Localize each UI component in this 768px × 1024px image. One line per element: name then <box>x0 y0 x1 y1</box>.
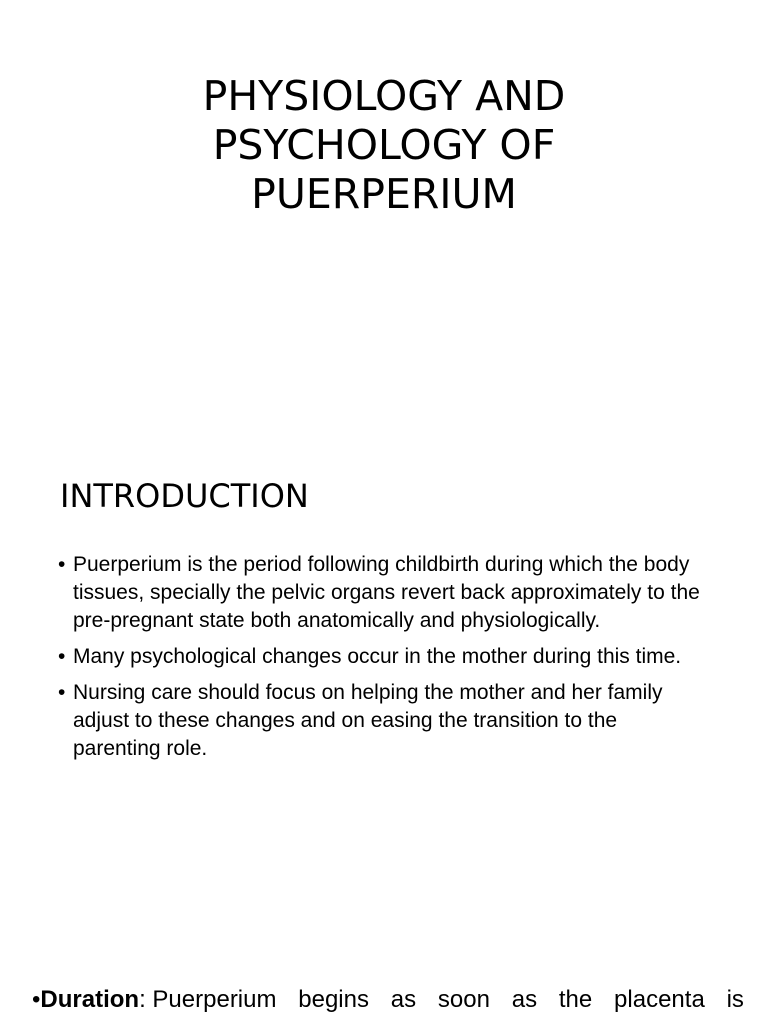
title-line-2: PSYCHOLOGY OF <box>212 121 556 169</box>
duration-word: as <box>390 986 417 1013</box>
introduction-slide <box>0 440 768 960</box>
duration-term: Duration <box>40 986 140 1013</box>
duration-word: begins <box>298 986 369 1013</box>
duration-paragraph <box>32 984 744 1016</box>
bullet-icon: • <box>58 553 66 576</box>
bullet-list <box>58 551 708 771</box>
duration-word: the <box>558 986 593 1013</box>
list-item <box>58 643 708 671</box>
title-slide <box>0 0 768 420</box>
duration-word: is <box>726 986 744 1013</box>
bullet-icon: • <box>58 645 66 668</box>
bullet-icon: • <box>32 986 41 1013</box>
bullet-text: Nursing care should focus on helping the mother and her family adjust to these changes and on easing the transition to the parenting role. <box>73 681 663 760</box>
duration-word: Puerperium <box>152 986 277 1013</box>
title-line-3: PUERPERIUM <box>251 170 517 218</box>
section-heading: INTRODUCTION <box>60 477 309 515</box>
duration-slide <box>0 960 768 1024</box>
duration-word: as <box>511 986 538 1013</box>
duration-word: placenta <box>614 986 705 1013</box>
bullet-icon: • <box>58 681 66 704</box>
duration-word: soon <box>437 986 490 1013</box>
bullet-text: Puerperium is the period following childbirth during which the body tissues, specially the pelvic organs revert back approximately to the pre-pregnant state both anatomically and physiologically. <box>73 553 700 632</box>
slide-title <box>0 72 768 219</box>
duration-lead: •Duration: Puerperium <box>32 986 277 1013</box>
list-item <box>58 551 708 635</box>
bullet-text: Many psychological changes occur in the mother during this time. <box>73 645 682 668</box>
title-line-1: PHYSIOLOGY AND <box>202 72 566 120</box>
list-item <box>58 679 708 763</box>
